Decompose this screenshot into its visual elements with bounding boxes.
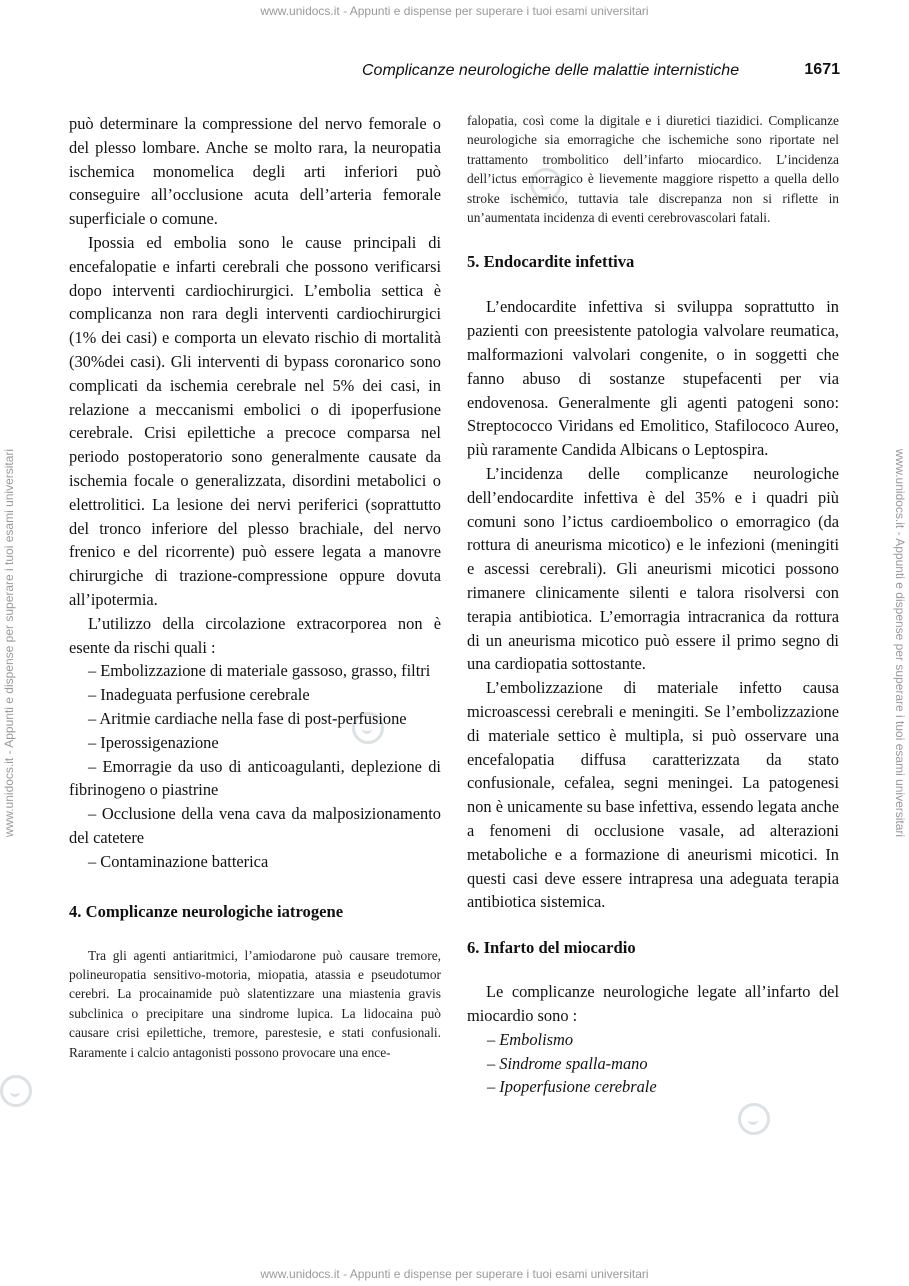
- list-item: – Iperossigenazione: [88, 732, 219, 752]
- watermark-logo-icon: [0, 1075, 32, 1107]
- running-header: [362, 60, 840, 84]
- paragraph: Ipossia ed embolia sono le cause principali di encefalopatie e infarti cerebrali che possono verificarsi dopo interventi cardiochirurgici. L’embolia settica è complicanza non rara degli interventi cardiochirurgici (1% dei casi) e comporta un elevato rischio di mortalità (30%dei casi). Gli interventi di bypass coronarico sono complicati da ischemia cerebrale nel 5% dei casi, in relazione a meccanismi embolici o di ipoperfusione cerebrale. Crisi epilettiche a precoce comparsa nel periodo postoperatorio sono generalmente causate da ischemia focale o generalizzata, disordini metabolici o elettrolitici. La lesione dei nervi periferici (soprattutto del tronco inferiore del plesso brachiale, del nervo frenico e del ricorrente) può essere legata a manovre chirurgiche di trazione-compressione oppure dovuta all’ipotermia.: [69, 232, 441, 609]
- complications-list: [467, 1028, 839, 1099]
- section-heading: 6. Infarto del miocardio: [467, 938, 636, 958]
- list-item: – Emorragie da uso di anticoagulanti, deplezione di fibrinogeno o piastrine: [69, 756, 441, 800]
- list-item: – Contaminazione batterica: [88, 851, 269, 871]
- paragraph: L’embolizzazione di materiale infetto causa microascessi cerebrali e meningiti. Se l’embolizzazione di materiale settico è multipla, si può osservare una encefalopatia diffusa caratterizzata da stato confusionale, cefalea, segni meningei. La patogenesi non è unicamente su base infettiva, essendo legata anche a fenomeni di occlusione vasale, ad alterazioni metaboliche e a formazione di aneurismi micotici. In questi casi deve essere intrapresa una adeguata terapia antibiotica sistemica.: [467, 678, 839, 912]
- paragraph: Le complicanze neurologiche legate all’infarto del miocardio sono :: [467, 982, 839, 1025]
- paragraph: L’utilizzo della circolazione extracorporea non è esente da rischi quali :: [69, 613, 441, 657]
- paragraph: Tra gli agenti antiaritmici, l’amiodarone può causare tremore, polineuropatia sensitivo-motoria, miopatia, atassia e pseudotumor cerebri. La procainamide può slatentizzare una miastenia gravis subclinica o precipitare una sindrome lupica. La lidocaina può causare crisi epilettiche, tremore, parestesie, e stati confusionali. Raramente i calcio antagonisti possono provocare una ence-: [69, 947, 441, 1060]
- risk-list: [69, 659, 441, 873]
- section-heading: 5. Endocardite infettiva: [467, 252, 635, 272]
- paragraph: L’endocardite infettiva si sviluppa soprattutto in pazienti con preesistente patologia valvolare reumatica, malformazioni valvolari congenite, o in soggetti che fanno abuso di sostanze stupefacenti per via endovenosa. Generalmente gli agenti patogeni sono: Streptococco Viridans ed Emolitico, Stafilococo Aureo, più raramente Candida Albicans o Leptospira.: [467, 297, 839, 460]
- paragraph: L’incidenza delle complicanze neurologiche dell’endocardite infettiva è del 35% e i quadri più comuni sono l’ictus cardioembolico o emorragico (da rottura di aneurisma micotico) e le infezioni (meningiti e ascessi cerebrali). Gli aneurismi micotici possono rimanere clinicamente silenti e talora risolversi con terapia antibiotica. L’emorragia intracranica da rottura di un aneurisma micotico può essere il primo segno di una cardiopatia sottostante.: [467, 464, 839, 674]
- list-item: – Occlusione della vena cava da malposizionamento del catetere: [69, 804, 441, 847]
- right-column: [467, 111, 839, 1099]
- list-item: – Embolismo: [487, 1029, 574, 1049]
- list-item: – Sindrome spalla-mano: [487, 1053, 648, 1073]
- watermark-right: www.unidocs.it - Appunti e dispense per superare i tuoi esami universitari: [893, 448, 907, 838]
- paragraph: falopatia, così come la digitale e i diuretici tiazidici. Complicanze neurologiche sia emorragiche che ischemiche sono riportate nel trattamento trombolitico dell’infarto miocardico. L’incidenza dell’ictus emorragico è lievemente maggiore rispetto a quella dello stroke ischemico, tuttavia tale discrepanza non si riflette in un’aumentata incidenza di eventi cerebrovascolari fatali.: [467, 113, 839, 226]
- watermark-bottom: www.unidocs.it - Appunti e dispense per superare i tuoi esami universitari: [260, 1267, 649, 1281]
- watermark-left: www.unidocs.it - Appunti e dispense per superare i tuoi esami universitari: [2, 448, 16, 838]
- left-column: [69, 112, 441, 1062]
- section-heading: 4. Complicanze neurologiche iatrogene: [69, 901, 344, 921]
- list-item: – Inadeguata perfusione cerebrale: [88, 685, 310, 705]
- page-number: 1671: [804, 61, 840, 78]
- list-item: – Embolizzazione di materiale gassoso, grasso, filtri: [88, 661, 431, 681]
- list-item: – Ipoperfusione cerebrale: [487, 1077, 657, 1097]
- list-item: – Aritmie cardiache nella fase di post-perfusione: [88, 708, 407, 728]
- header-title: Complicanze neurologiche delle malattie internistiche: [362, 62, 740, 79]
- watermark-top: www.unidocs.it - Appunti e dispense per superare i tuoi esami universitari: [260, 4, 649, 18]
- watermark-logo-icon: [738, 1103, 770, 1135]
- paragraph: può determinare la compressione del nervo femorale o del plesso lombare. Anche se molto rara, la neuropatia ischemica monomelica degli arti inferiori può conseguire all’occlusione acuta dell’arteria femorale superficiale o comune.: [69, 114, 441, 229]
